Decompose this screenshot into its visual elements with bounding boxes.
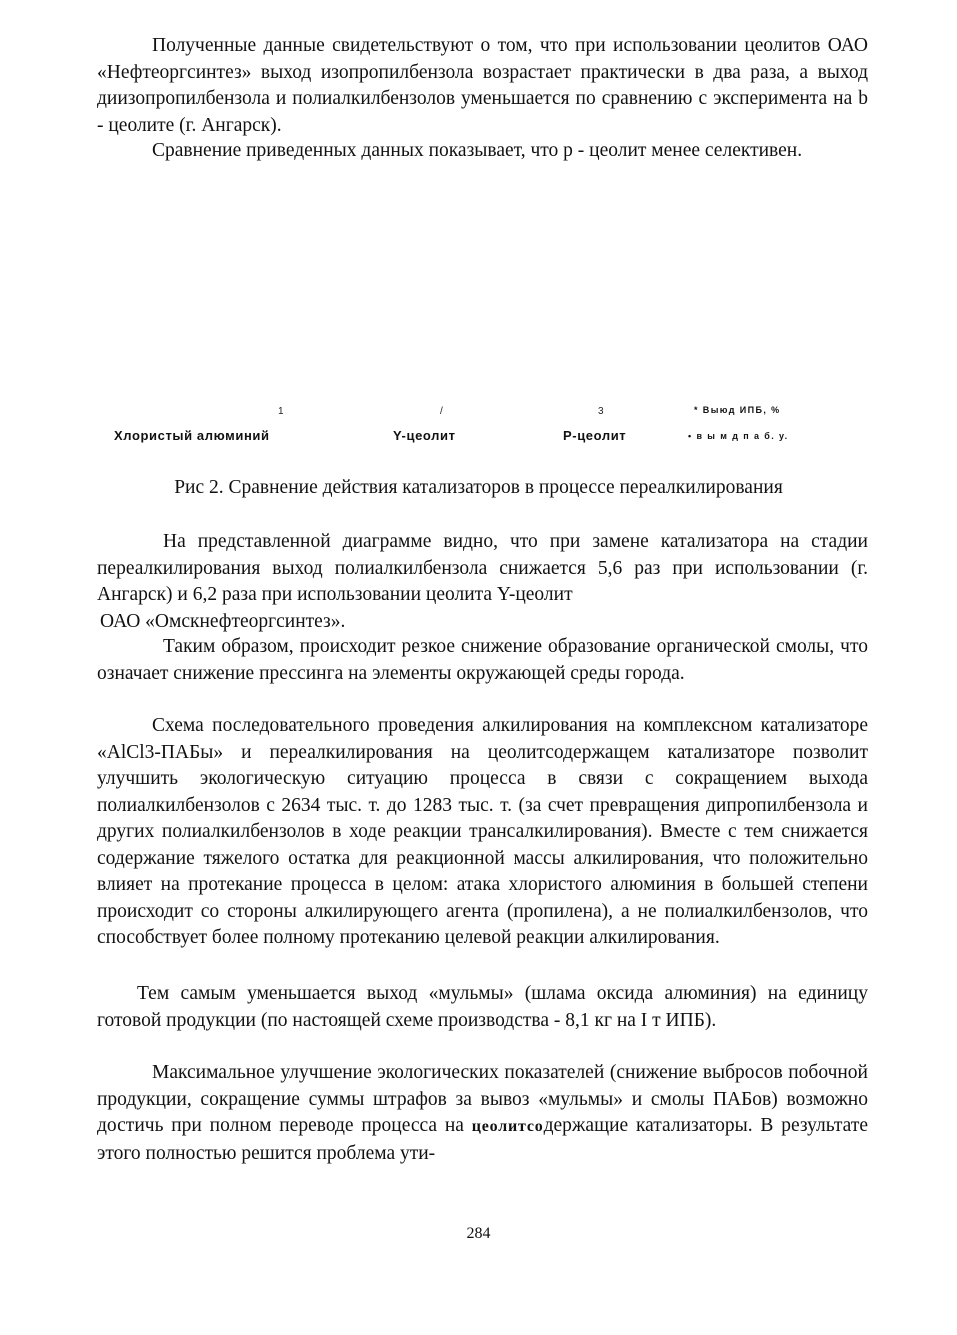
paragraph-text: Максимальное улучшение экологических показателей (снижение выбросов побочной продукции, сокращение суммы штрафов за вывоз «мульмы» и смолы ПАБов) возможно достичь при полном переводе процесса на — [97, 1062, 868, 1136]
paragraph-bold-fragment: цеолитсо — [471, 1118, 544, 1135]
legend-entry: • в ы м д п а б. у. — [688, 431, 789, 441]
paragraph-text: ОАО «Омскнефтеоргсинтез». — [100, 610, 346, 632]
tick-label: 3 — [598, 406, 604, 417]
paragraph-maximum-improvement — [97, 1060, 868, 1167]
legend-entry: * Выюд ИПБ, % — [694, 405, 781, 415]
paragraph-selectivity: Сравнение приведенных данных показывает, что р - цеолит менее селективен. — [152, 140, 803, 161]
paragraph-zeolite-yield: Полученные данные свидетельствуют о том, что при использовании цеолитов ОАО «Нефтеоргсинтез» выход изопропилбензола возрастает практически в два раза, а выход диизопропилбензола и полиалкилбензолов уменьшается по сравнению с эксперимента на b - цеолите (г. Ангарск). — [97, 35, 868, 136]
category-label: Хлористый алюминий — [114, 428, 270, 443]
page-number: 284 — [466, 1225, 491, 1242]
tick-label: / — [440, 406, 443, 417]
paragraph-diagram-analysis — [97, 529, 868, 635]
paragraph-text: держащие катализаторы. В результате этого полностью решится проблема ути- — [97, 1115, 868, 1164]
paragraph-mulma: Тем самым уменьшается выход «мульмы» (шлама оксида алюминия) на единицу готовой продукции (по настоящей схеме производства - 8,1 кг на I т ИПБ). — [97, 983, 868, 1031]
figure-caption: Рис 2. Сравнение действия катализаторов в процессе переалкилирования — [174, 477, 783, 498]
figure-chart-labels — [100, 400, 840, 450]
paragraph-scheme: Схема последовательного проведения алкилирования на комплексном катализаторе «AlCl3-ПАБы» и переалкилирования на цеолитсодержащем катализаторе позволит улучшить экологическую ситуацию процесса в связи с сокращением выхода полиалкилбензолов с 2634 тыс. т. до 1283 тыс. т. (за счет превращения дипропилбензола и других полиалкилбензолов в ходе реакции трансалкилирования). Вместе с тем снижается содержание тяжелого остатка для реакционной массы алкилирования, что положительно влияет на протекание процесса в целом: атака хлористого алюминия в большей степени происходит со стороны алкилирующего агента (пропилена), а не полиалкилбензолов, что способствует более полному протеканию целевой реакции алкилирования. — [97, 715, 868, 948]
paragraph-text: На представленной диаграмме видно, что при замене катализатора на стадии переалкилирования выход полиалкилбензола снижается 5,6 раз при использовании (г. Ангарск) и 6,2 раза при использовании цеолита Y-цеолит — [97, 531, 868, 605]
paragraph-conclusion: Таким образом, происходит резкое снижение образование органической смолы, что означает снижение прессинга на элементы окружающей среды города. — [97, 636, 868, 684]
tick-label: 1 — [278, 406, 284, 417]
category-label: Y-цеолит — [393, 428, 456, 443]
category-label: Р-цеолит — [563, 428, 627, 443]
